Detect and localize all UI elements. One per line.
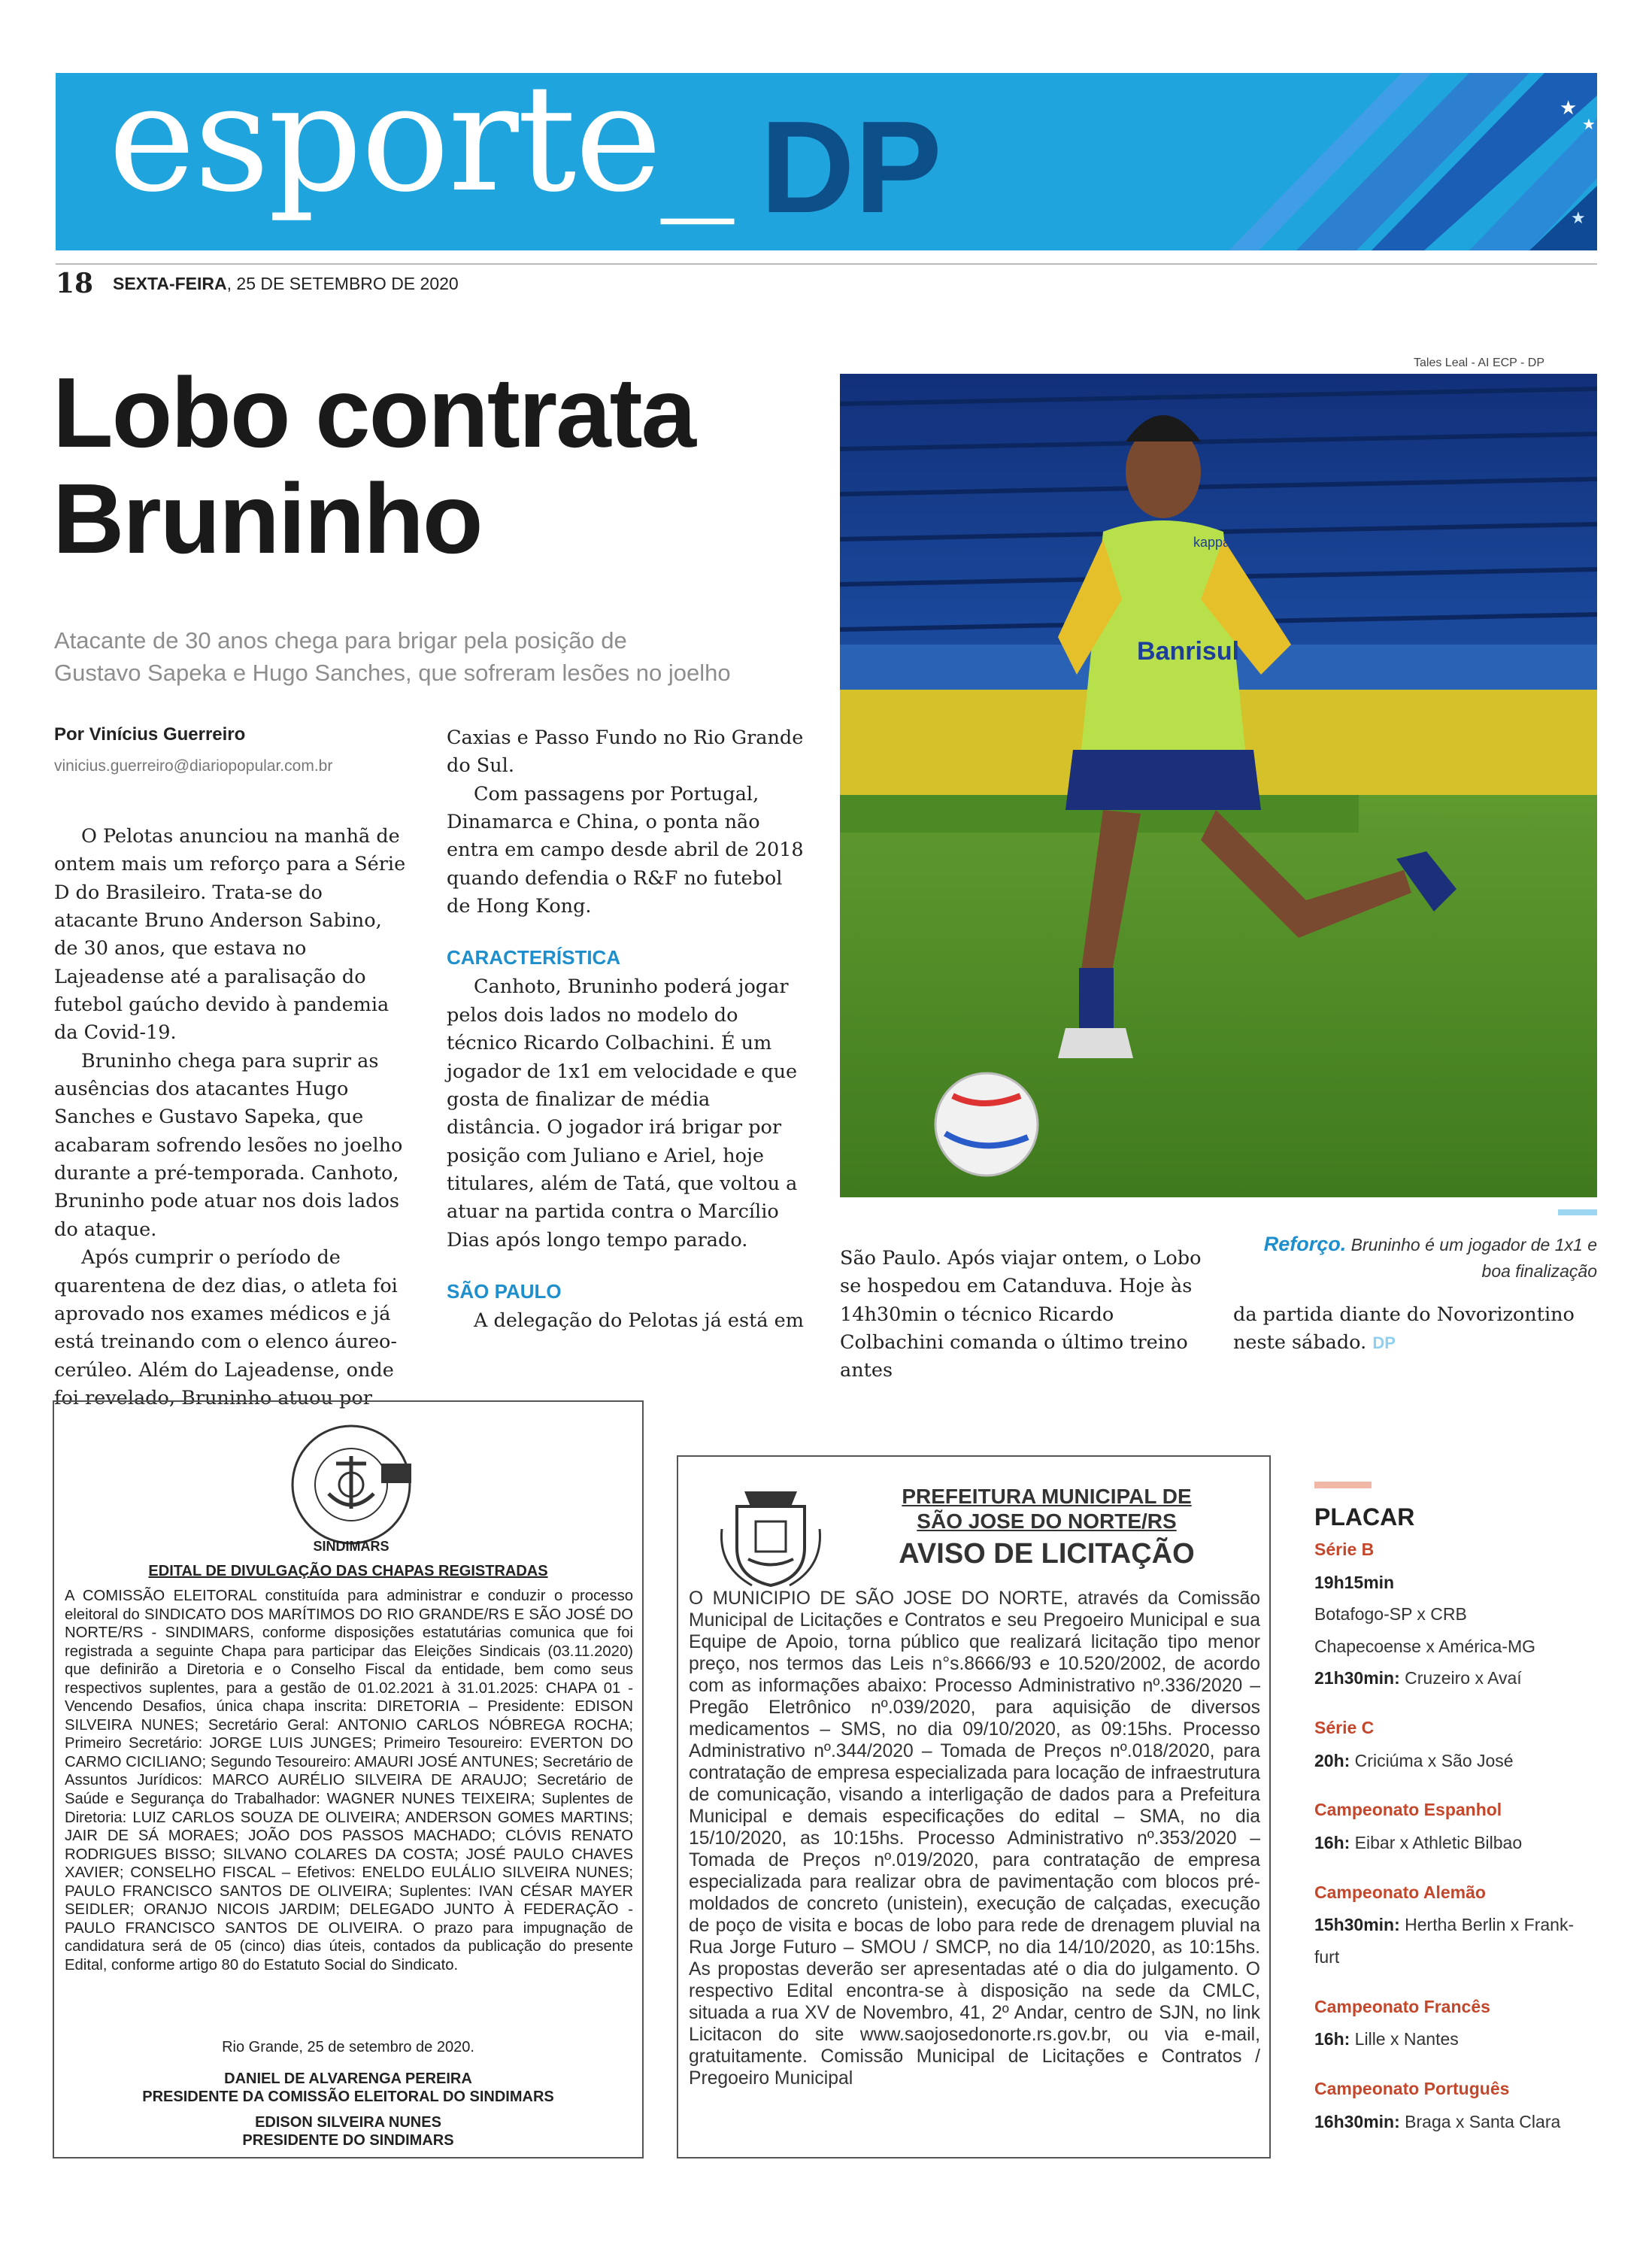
headline: Lobo contrata Bruninho [53,357,695,575]
article-column-3 [840,1245,1208,1385]
sindimars-label: SINDIMARS [313,1539,390,1554]
notice-sindimars [53,1400,644,2158]
placar-game: 20h: Criciúma x São José [1314,1750,1514,1770]
brand-mark: DP [760,93,942,240]
placar-game: 19h15min [1314,1572,1395,1592]
paragraph: Com passagens por Portugal, Dinamarca e China, o ponta não entra em campo desde abril de 2018 quando defendia o R&F no futebol de Hong Kong. [447,782,804,918]
shirt-sponsor-text: Banrisul [1137,637,1240,666]
paragraph: da partida diante do Novorizontino neste sábado. DP [1233,1303,1575,1355]
placar-game: Botafogo-SP x CRB [1314,1604,1467,1625]
svg-text:★: ★ [1582,115,1596,133]
paragraph: Bruninho chega para suprir as ausências dos atacantes Hugo Sanches e Gustavo Sapeka, que acabaram sofrendo lesões no joelho durante a pré-temporada. Canhoto, Bruninho pode atuar nos dois lados do ataque. [54,1049,403,1241]
notice-body: O MUNICIPIO DE SÃO JOSE DO NORTE, através da Comissão Municipal de Licitações e Contratos e seu Pregoeiro Municipal e sua Equipe de Apoio, torna público que realizará licitação tipo menor preço, nos termos das Leis n°s.8666/93 e 10.520/2002, de acordo com as informações abaixo: Processo Administrativo nº.336/2020 – Pregão Eletrônico nº.039/2020, para aquisição de diversos medicamentos – SMS, no dia 09/10/2020, as 09:15hs. Processo Administrativo nº.344/2020 – Tomada de Preços nº.018/2020, para contratação de empresa especializada para locação de infraestrutura de comunicação, visando a interligação de dados para a Prefeitura Municipal e demais especificações do edital – SMA, no dia 15/10/2020, as 10:15hs. Processo Administrativo nº.353/2020 – Tomada de Preços nº.019/2020, para contratação de empresa especializada para realizar obra de pavimentação com blocos pré-moldados de concreto (unistein), execução de calçadas, execução de poço de visita e bocas de lobo para rede de drenagem pluvial na Rua Jorge Futuro – SMOU / SMCP, no dia 14/10/2020, as 10:15hs. As propostas deverão ser apresentadas até o dia do julgamento. O respectivo Edital encontra-se à disposição na sede da CMLC, situada a rua XV de Novembro, 41, 2º Andar, centro de SJN, no link Licitacon do site www.saojosedonorte.rs.gov.br, ou via e-mail, gratuitamente. Comissão Municipal de Licitações e Contratos / Pregoeiro Municipal [689,1588,1260,2089]
page-number: 18 [56,268,94,299]
notice-signature: EDISON SILVEIRA NUNES PRESIDENTE DO SINDIMARS [242,2114,454,2149]
paragraph: Canhoto, Bruninho poderá jogar pelos dois lados no modelo do técnico Ricardo Colbachini. É um jogador de 1x1 em velocidade e que gosta de finalizar de média distância. O jogador irá brigar por posição com Juliano e Ariel, hoje titulares, além de Tatá, que voltou a atuar na partida contra o Marcílio Dias após longo tempo parado. [447,975,798,1251]
caption-bar [1558,1209,1597,1215]
placar-game: 16h30min: Braga x Santa Clara [1314,2111,1561,2131]
notice-licitacao [677,1455,1271,2158]
subheadline: Atacante de 30 anos chega para brigar pela posição de Gustavo Sapeka e Hugo Sanches, que sofreram lesões no joelho [54,627,731,687]
placar-game: Chapecoense x América-MG [1314,1636,1536,1656]
section-heading: CARACTERÍSTICA [447,946,621,969]
banner-stripes-decoration [1184,73,1597,250]
section-title: esporte_ [108,73,733,225]
notice-body: A COMISSÃO ELEITORAL constituída para administrar e conduzir o processo eleitoral do SINDICATO DOS MARÍTIMOS DO RIO GRANDE/RS E SÃO JOSÉ DO NORTE/RS - SINDIMARS, conforme disposições estatutárias comunica que foi registrada a seguinte Chapa para participar das Eleições Sindicais (03.11.2020) que definirão a Diretoria e o Conselho Fiscal da entidade, bem como seus respectivos suplentes, para a gestão de 01.02.2021 à 31.01.2025: CHAPA 01 - Vencendo Desafios, única chapa inscrita: DIRETORIA – Presidente: EDISON SILVEIRA NUNES; Secretário Geral: ANTONIO CARLOS NÓBREGA ROCHA; Primeiro Secretário: JORGE LUIS JUNGES; Primeiro Tesoureiro: EVERTON DO CARMO CICILIANO; Segundo Tesoureiro: AMAURI JOSÉ ANTUNES; Secretário de Assuntos Jurídicos: MARCO AURÉLIO SILVEIRA DE ARAUJO; Secretário de Saúde e Segurança do Trabalhador: WAGNER NUNES TEIXEIRA; Suplentes de Diretoria: LUIZ CARLOS SOUZA DE OLIVEIRA; ANDERSON GOMES MARTINS; JAIR DE SÁ MORAES; JOÃO DOS PASSOS MACHADO; CLÓVIS RENATO RODRIGUES BISSO; SILVANO COLARES DA COSTA; JOSÉ PAULO CHAVES XAVIER; CONSELHO FISCAL – Efetivos: ENELDO EULÁLIO SILVEIRA NUNES; PAULO FRANCISCO SANTOS DE OLIVEIRA; Suplentes: IVAN CÉSAR MAYER SEIDLER; ORANJO NICOIS JARDIM; DELEGADO JUNTO À FEDERAÇÃO - PAULO FRANCISCO SANTOS DE OLIVEIRA. O prazo para impugnação de candidatura será de 05 (cinco) dias úteis, contados da publicação do presente Edital, conforme artigo 80 do Estatuto Social do Sindicato. [65,1588,633,1973]
placar-panel [1314,1482,1597,2157]
placar-game: 21h30min: Cruzeiro x Avaí [1314,1668,1522,1688]
article-column-1 [54,823,408,1412]
placar-game: 16h: Eibar x Athletic Bilbao [1314,1833,1523,1853]
paragraph: Caxias e Passo Fundo no Rio Grande do Sul. [447,727,804,778]
placar-game: 16h: Lille x Nantes [1314,2029,1459,2049]
placar-accent-bar [1314,1482,1372,1488]
placar-group [1314,2075,1597,2137]
paragraph: A delegação do Pelotas já está em [474,1309,804,1332]
placar-group [1314,1879,1597,1973]
paragraph: São Paulo. Após viajar ontem, o Lobo se hospedou em Catanduva. Hoje às 14h30min o técnico Ricardo Colbachini comanda o último treino antes [840,1247,1202,1382]
section-banner [56,73,1597,250]
author-email[interactable]: vinicius.guerreiro@diariopopular.com.br [54,757,333,775]
end-mark: DP [1372,1333,1396,1353]
placar-group-name: Série B [1314,1540,1375,1559]
sindimars-seal-icon [268,1418,434,1554]
player-photo-illustration [840,374,1597,1197]
placar-group [1314,1796,1597,1858]
shirt-brand-text: kappa [1193,535,1231,550]
placar-group [1314,1714,1597,1776]
placar-title: PLACAR [1314,1503,1415,1530]
page-date: SEXTA-FEIRA, 25 DE SETEMBRO DE 2020 [113,274,459,293]
notice-header: PREFEITURA MUNICIPAL DE SÃO JOSE DO NORTE/RS [902,1485,1192,1534]
svg-text:★: ★ [1560,97,1578,120]
placar-group [1314,1536,1597,1694]
photo-credit: Tales Leal - AI ECP - DP [1414,356,1544,369]
placar-group-name: Campeonato Francês [1314,1996,1490,2016]
notice-place-date: Rio Grande, 25 de setembro de 2020. [222,2039,474,2055]
section-heading: SÃO PAULO [447,1279,562,1303]
article-column-4 [1233,1301,1597,1358]
paragraph: Após cumprir o período de quarentena de dez dias, o atleta foi aprovado nos exames médicos e já está treinando com o elenco áureo-cerúleo. Além do Lajeadense, onde foi revelado, Bruninho atuou por [54,1246,398,1409]
photo-caption: Reforço. Bruninho é um jogador de 1x1 e boa finalização [1263,1233,1597,1281]
article-column-2 [447,724,808,1335]
header-rule [56,263,1597,265]
svg-text:★: ★ [1571,209,1586,228]
football [935,1073,1038,1176]
municipal-coat-of-arms-icon [714,1476,827,1589]
notice-signature: DANIEL DE ALVARENGA PEREIRA PRESIDENTE DA COMISSÃO ELEITORAL DO SINDIMARS [142,2070,554,2106]
placar-game: 15h30min: Hertha Berlin x Frank- [1314,1915,1575,1935]
notice-title: EDITAL DE DIVULGAÇÃO DAS CHAPAS REGISTRADAS [148,1563,548,1579]
placar-group-name: Campeonato Português [1314,2078,1510,2098]
placar-group-name: Campeonato Alemão [1314,1882,1486,1902]
placar-group-name: Série C [1314,1717,1375,1737]
placar-game: furt [1314,1947,1340,1967]
article-photo [840,374,1597,1197]
notice-title: AVISO DE LICITAÇÃO [899,1538,1195,1570]
placar-group [1314,1993,1597,2055]
placar-group-name: Campeonato Espanhol [1314,1800,1502,1820]
author-byline: Por Vinícius Guerreiro [54,724,246,745]
paragraph: O Pelotas anunciou na manhã de ontem mais um reforço para a Série D do Brasileiro. Trata-se do atacante Bruno Anderson Sabino, de 30 anos, que estava no Lajeadense até a paralisação do futebol gaúcho devido à pandemia da Covid-19. [54,825,406,1045]
